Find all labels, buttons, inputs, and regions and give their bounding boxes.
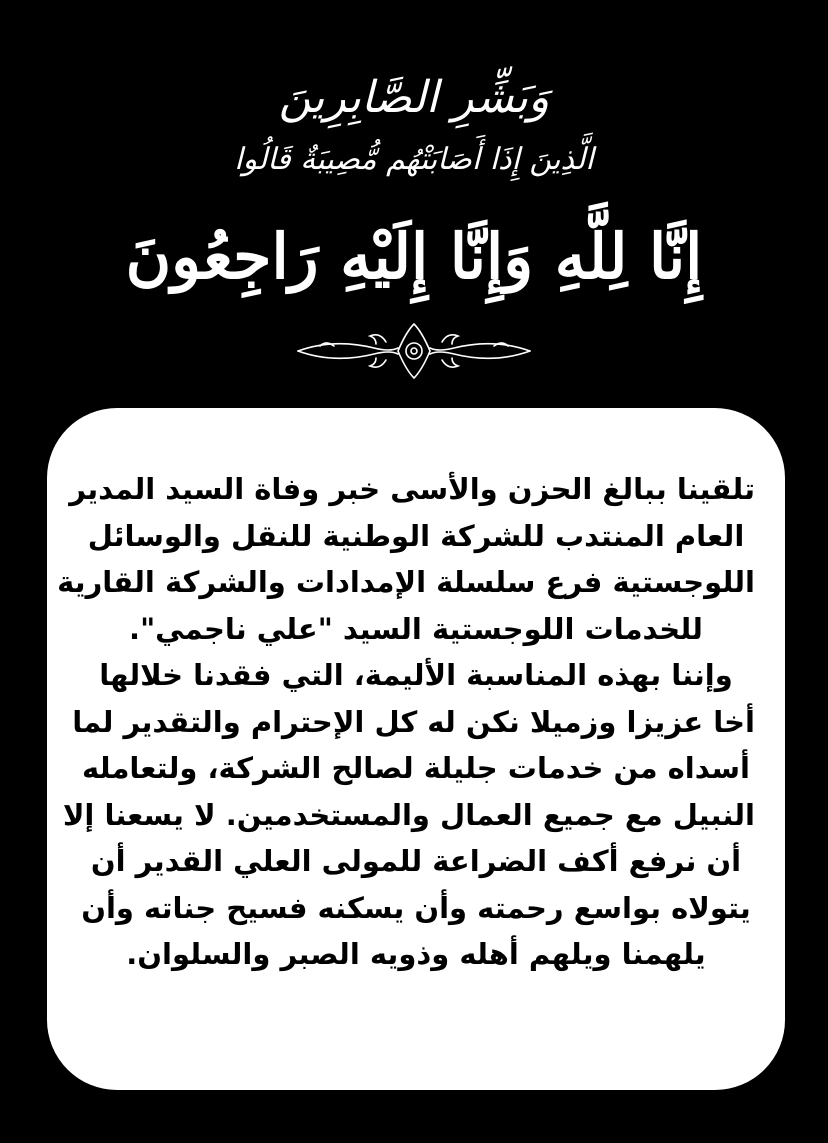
message-line: يتولاه بواسع رحمته وأن يسكنه فسيح جناته وأن (81, 890, 751, 925)
message-line: تلقينا ببالغ الحزن والأسى خبر وفاة السيد المدير (69, 472, 755, 506)
header-calligraphy (0, 0, 828, 400)
message-line: أخا عزيزا وزميلا نكن له كل الإحترام والتقدير لما (72, 704, 755, 739)
message-line: اللوجستية فرع سلسلة الإمدادات والشركة القارية (57, 565, 755, 599)
verse-line-3: إِنَّا لِلَّهِ وَإِنَّا إِلَيْهِ رَاجِعُونَ (125, 220, 703, 293)
verse-line-2: الَّذِينَ إِذَا أَصَابَتْهُم مُّصِيبَةٌ قَالُوا (234, 142, 594, 177)
message-line: النبيل مع جميع العمال والمستخدمين. لا يسعنا إلا (62, 797, 755, 832)
message-line: أن نرفع أكف الضراعة للمولى العلي القدير أن (90, 844, 742, 878)
condolence-message (57, 466, 755, 978)
message-line: أسداه من خدمات جليلة لصالح الشركة، ولتعامله (82, 751, 750, 785)
message-line: للخدمات اللوجستية السيد "علي ناجمي". (129, 611, 703, 646)
message-line: يلهمنا ويلهم أهله وذويه الصبر والسلوان. (126, 937, 706, 971)
message-line: وإننا بهذه المناسبة الأليمة، التي فقدنا خلالها (99, 658, 733, 692)
message-line: العام المنتدب للشركة الوطنية للنقل والوسائل (87, 518, 745, 553)
ornament-divider-icon (294, 318, 534, 384)
verse-line-1: وَبَشِّرِ الصَّابِرِينَ (278, 72, 550, 123)
condolence-card (47, 408, 785, 1090)
